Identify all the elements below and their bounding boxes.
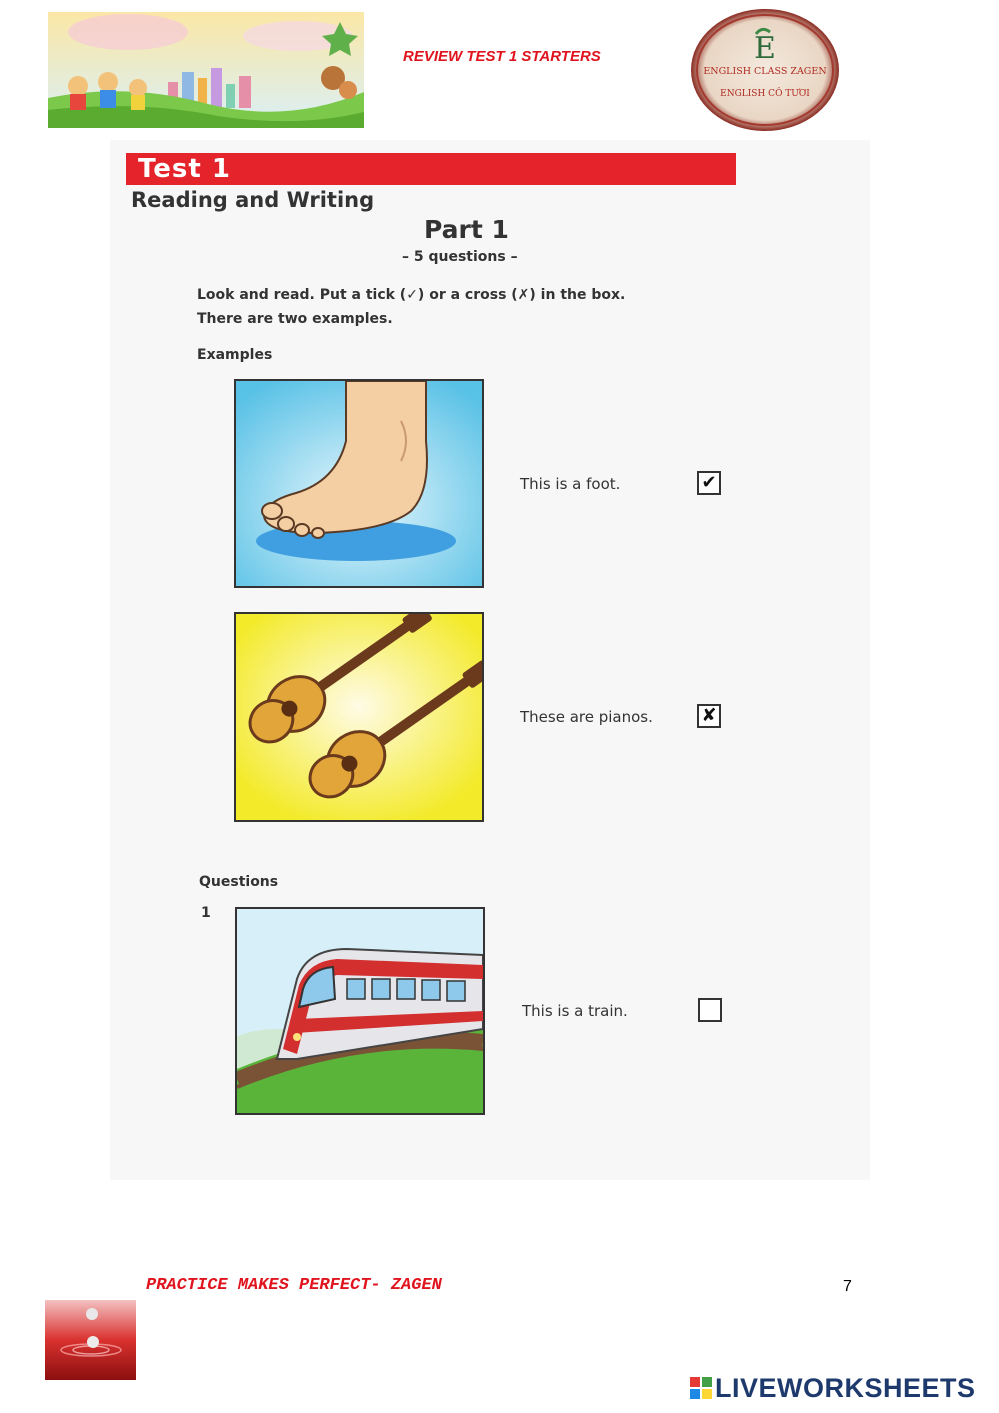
footer-slogan: PRACTICE MAKES PERFECT- ZAGEN xyxy=(146,1276,442,1295)
liveworksheets-wordmark: LIVEWORKSHEETS xyxy=(715,1372,976,1403)
questions-label: Questions xyxy=(199,874,279,890)
train-picture xyxy=(235,907,485,1115)
instruction-line-2: There are two examples. xyxy=(197,311,393,327)
part-title: Part 1 xyxy=(424,215,509,244)
header-banner-image xyxy=(48,12,364,128)
foot-picture xyxy=(234,379,484,588)
part-subtitle: – 5 questions – xyxy=(402,249,518,265)
examples-label: Examples xyxy=(197,347,273,363)
test-banner: Test 1 xyxy=(126,153,736,185)
question-1-answer-box[interactable] xyxy=(698,998,722,1022)
header-title: REVIEW TEST 1 STARTERS xyxy=(403,48,601,65)
svg-text:E: E xyxy=(754,31,776,66)
example-2-sentence: These are pianos. xyxy=(520,708,653,726)
example-1-sentence: This is a foot. xyxy=(520,475,621,493)
example-1-answer-box: ✔ xyxy=(697,471,721,495)
liveworksheets-icon xyxy=(690,1377,712,1399)
liveworksheets-brand xyxy=(690,1370,976,1406)
question-1-sentence: This is a train. xyxy=(522,1002,628,1020)
question-1-number: 1 xyxy=(201,905,211,921)
example-2-answer-box: ✘ xyxy=(697,704,721,728)
page-number: 7 xyxy=(843,1278,852,1295)
english-class-zagen-logo xyxy=(690,8,840,132)
water-drop-image xyxy=(45,1300,136,1380)
svg-text:ENGLISH CÔ TƯƠI: ENGLISH CÔ TƯƠI xyxy=(720,89,810,99)
section-title: Reading and Writing xyxy=(131,188,375,212)
svg-text:ENGLISH CLASS ZAGEN: ENGLISH CLASS ZAGEN xyxy=(703,66,827,77)
instruction-line-1: Look and read. Put a tick (✓) or a cross (✗) in the box. xyxy=(197,287,626,303)
guitars-picture xyxy=(234,612,484,822)
